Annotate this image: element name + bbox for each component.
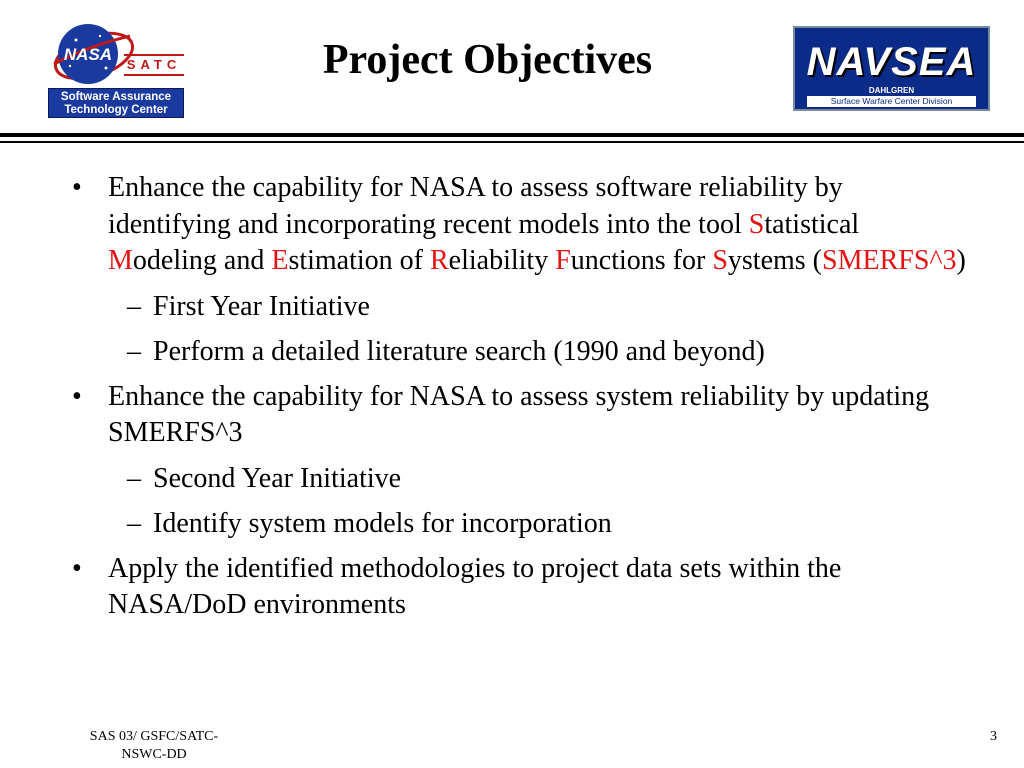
- bullet-text: Enhance the capability for NASA to assess software reliability by identifying and incorporating recent models into the tool: [108, 172, 843, 240]
- slide-title: Project Objectives: [322, 37, 653, 83]
- sub-bullet-marker: –: [127, 507, 141, 539]
- sub-bullet-marker: –: [127, 462, 141, 494]
- highlight-letter: F: [555, 245, 571, 276]
- sub-bullet-text: Identify system models for incorporation: [153, 507, 612, 539]
- sub-bullet-text: First Year Initiative: [153, 290, 370, 322]
- highlight-letter: R: [429, 245, 449, 276]
- footer-line2: NSWC-DD: [121, 747, 187, 762]
- bullet-item: [72, 551, 972, 624]
- navsea-wordmark: NAVSEA: [806, 40, 977, 84]
- bullet-text: Apply the identified methodologies to project data sets within the NASA/DoD environments: [108, 552, 842, 620]
- highlight-letter: E: [271, 245, 289, 276]
- sub-bullet-item: [72, 461, 972, 497]
- highlight-letter: S: [748, 208, 765, 240]
- sub-bullet-text: Second Year Initiative: [153, 462, 402, 494]
- satc-caption-line2: Technology Center: [64, 104, 168, 116]
- footer-source: [74, 728, 234, 764]
- header-divider-thin: [0, 141, 1024, 143]
- bullet-text: tatistical: [764, 208, 860, 240]
- sub-bullet-item: [72, 334, 972, 370]
- bullet-text: eliability: [448, 245, 556, 276]
- page-number: 3: [990, 729, 997, 744]
- navsea-logo: [793, 26, 990, 111]
- bullet-item: [72, 170, 972, 280]
- satc-caption-line1: Software Assurance: [60, 91, 172, 103]
- navsea-division: Surface Warfare Center Division: [807, 96, 976, 107]
- navsea-subtitle: DAHLGREN: [868, 86, 915, 95]
- bullet-marker: •: [72, 552, 82, 584]
- sub-bullet-item: [72, 289, 972, 325]
- footer-line1: SAS 03/ GSFC/SATC-: [89, 729, 219, 744]
- bullet-text: unctions for: [570, 245, 713, 276]
- highlight-acronym: SMERFS^3: [822, 245, 957, 276]
- bullet-marker: •: [72, 172, 82, 203]
- svg-text:NASA: NASA: [63, 45, 113, 64]
- sub-bullet-marker: –: [127, 290, 141, 322]
- bullet-text: Enhance the capability for NASA to assess system reliability by updating SMERFS^3: [108, 380, 930, 448]
- bullet-marker: •: [72, 380, 82, 412]
- bullet-item: [72, 379, 972, 452]
- satc-badge: SATC: [124, 54, 184, 76]
- sub-bullet-text: Perform a detailed literature search (1990 and beyond): [153, 335, 765, 367]
- satc-caption: [48, 88, 184, 118]
- bullet-text: odeling and: [132, 245, 272, 276]
- header-divider-thick: [0, 133, 1024, 137]
- nasa-satc-logo: [48, 18, 184, 118]
- bullet-text: ): [956, 245, 966, 276]
- sub-bullet-marker: –: [127, 335, 141, 367]
- bullet-text: stimation of: [288, 245, 430, 276]
- highlight-letter: M: [108, 245, 133, 276]
- highlight-letter: S: [712, 245, 728, 276]
- bullet-list: [72, 170, 972, 633]
- sub-bullet-item: [72, 506, 972, 542]
- bullet-text: ystems (: [727, 245, 822, 276]
